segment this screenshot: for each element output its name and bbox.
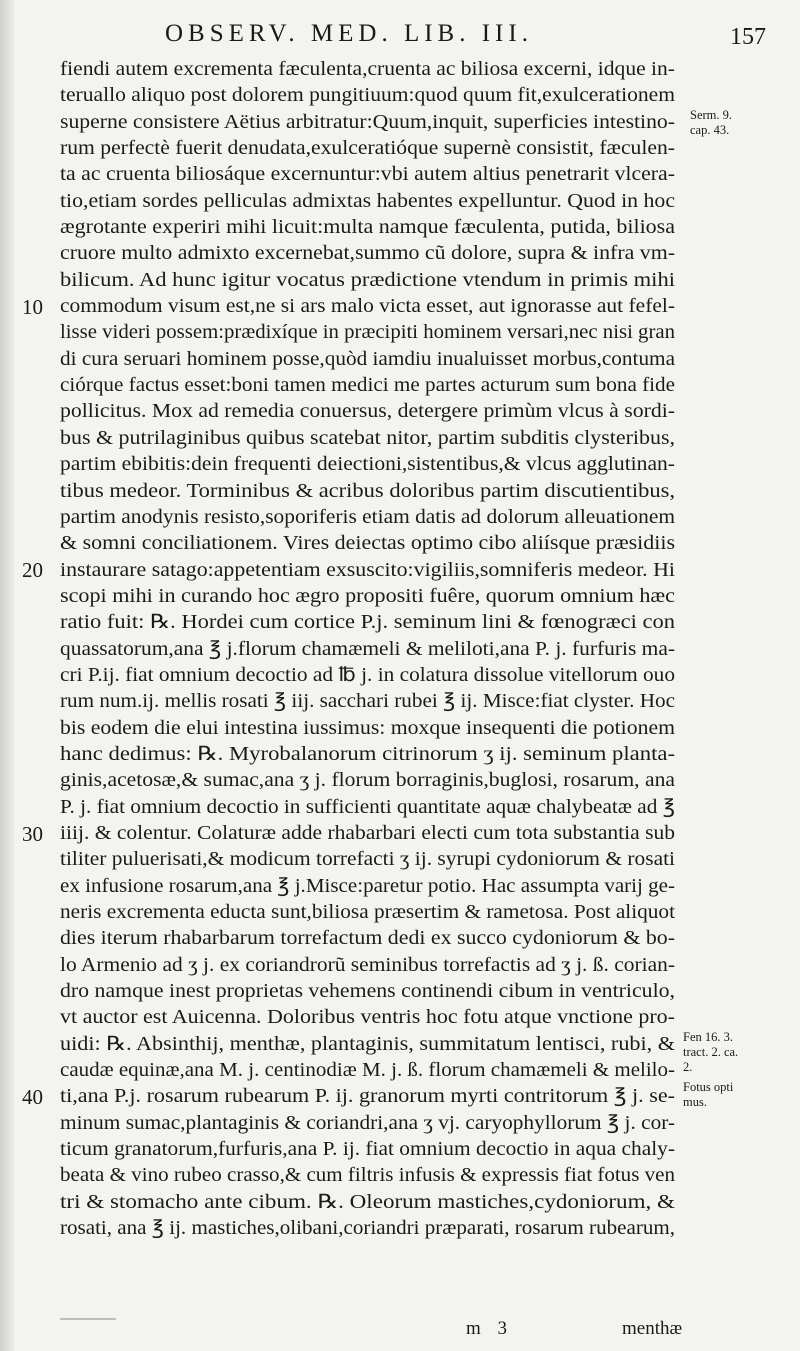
text-line [60,531,680,557]
text-line-content: instaurare satago:appetentiam exsuscito:vigiliis,somniferis medeor. Hi [60,559,675,581]
text-line-content: pollicitus. Mox ad remedia conuersus, detergere primùm vlcus à sordi- [60,401,675,423]
margin-note-line: 2. [683,1060,693,1074]
text-line-content: rum perfectè fuerit denudata,exulceratióque supernè consistit, fæculen- [60,138,675,160]
text-line [60,426,680,452]
text-line [60,241,680,267]
text-line-content: ginis,acetosæ,& sumac,ana ʒ j. florum borraginis,buglosi, rosarum, ana [60,770,675,792]
line-number: 30 [22,822,43,846]
text-line-content: ti,ana P.j. rosarum rubearum P. ij. granorum myrti contritorum ℥ j. se- [60,1086,675,1108]
page-number: 157 [730,24,766,50]
text-line-content: P. j. fiat omnium decoctio in sufficienti quantitate aquæ chalybeatæ ad ℥ [60,796,675,818]
text-line [60,479,680,505]
text-line-content: dro namque inest proprietas vehemens continendi cibum in ventriculo, [60,981,675,1003]
margin-note-fen [683,1030,738,1075]
text-line-content: rum num.ij. mellis rosati ℥ iij. sacchari rubei ℥ ij. Misce:fiat clyster. Hoc [60,691,675,713]
text-line-content: bilicum. Ad hunc igitur vocatus prædictione vtendum in primis mihi [60,269,675,291]
text-line-content: hanc dedimus: ℞. Myrobalanorum citrinorum ʒ ij. seminum planta- [60,743,675,765]
margin-note-fotus [683,1080,733,1110]
text-line [60,584,680,610]
text-line-content: rosati, ana ℥ ij. mastiches,olibani,coriandri præparati, rosarum rubearum, [60,1218,675,1240]
text-line [60,610,680,636]
text-line [60,1216,680,1242]
text-line-content: tiliter puluerisati,& modicum torrefacti ʒ ij. syrupi cydoniorum & rosati [60,849,675,871]
text-line [60,821,680,847]
text-line [60,136,680,162]
text-line [60,847,680,873]
text-line [60,162,680,188]
running-head-title: OBSERV. MED. LIB. III. [165,20,533,47]
text-line [60,320,680,346]
text-line [60,399,680,425]
text-line [60,716,680,742]
text-line-content: cri P.ij. fiat omnium decoctio ad ℔ j. in colatura dissolue vitellorum ouo [60,664,675,686]
text-line-content: ticum granatorum,furfuris,ana P. ij. fiat omnium decoctio in aqua chaly- [60,1139,675,1161]
text-line [60,689,680,715]
margin-note-line: tract. 2. ca. [683,1045,739,1059]
text-line [60,505,680,531]
catchword: menthæ [622,1318,683,1339]
page-footer [0,1318,800,1348]
text-line [60,57,680,83]
text-line-content: minum sumac,plantaginis & coriandri,ana ʒ vj. caryophyllorum ℥ j. cor- [60,1112,675,1134]
margin-note-line: mus. [683,1095,707,1109]
text-line-content: lo Armenio ad ʒ j. ex coriandrorũ seminibus torrefactis ad ʒ j. ß. corian- [60,954,675,976]
body-text [60,57,680,1242]
text-line [60,347,680,373]
text-line-content: ægrotante experiri mihi licuit:multa namque fæculenta, putida, biliosa [60,217,675,239]
margin-note-line: Serm. 9. [690,108,733,122]
text-line [60,1190,680,1216]
text-line [60,558,680,584]
text-line [60,768,680,794]
margin-note-line: Fotus opti [683,1080,734,1094]
text-line-content: partim ebibitis:dein frequenti deiectioni,sistentibus,& vlcus agglutinan- [60,454,675,476]
text-line-content: vt auctor est Auicenna. Doloribus ventris hoc fotu atque vnctione pro- [60,1007,675,1029]
text-line-content: bis eodem die elui intestina iussimus: moxque insequenti die potionem [60,717,675,739]
text-line-content: neris excrementa educta sunt,biliosa præsertim & rametosa. Post aliquot [60,902,675,923]
text-line-content: di cura seruari hominem posse,quòd iamdiu inualuisset morbus,contuma [60,348,675,370]
text-line-content: quassatorum,ana ℥ j.florum chamæmeli & meliloti,ana P. j. furfuris ma- [60,638,675,660]
text-line [60,900,680,926]
text-line-content: & somni conciliationem. Vires deiectas optimo cibo aliísque præsidiis [60,533,675,555]
text-line [60,663,680,689]
margin-note-line: Fen 16. 3. [683,1030,733,1044]
text-line-content: tio,etiam sordes pelliculas admixtas habentes expelluntur. Quod in hoc [60,190,675,212]
text-line-content: cruore multo admixto excernebat,summo cũ dolore, supra & infra vm- [60,243,675,265]
text-line-content: lisse videri possem:prædixíque in præcipiti hominem versari,nec nisi gran [60,322,675,344]
margin-note-serm [690,108,732,138]
text-line-content: uidi: ℞. Absinthij, menthæ, plantaginis, summitatum lentisci, rubi, & [60,1033,675,1055]
line-number: 20 [22,558,43,582]
text-line-content: ta ac cruenta biliosáque excernuntur:vbi autem altius penetrarit vlcera- [60,164,675,186]
text-line [60,1084,680,1110]
margin-note-line: cap. 43. [690,123,730,137]
text-line [60,373,680,399]
text-line-content: superne consistere Aëtius arbitratur:Quum,inquit, superficies intestino- [60,111,675,133]
text-line [60,637,680,663]
text-line [60,979,680,1005]
text-line-content: teruallo aliquo post dolorem pungitiuum:quod quum fit,exulcerationem [60,85,675,107]
text-line [60,1137,680,1163]
running-head [0,20,800,60]
line-number: 10 [22,295,43,319]
text-line [60,294,680,320]
text-line-content: ratio fuit: ℞. Hordei cum cortice P.j. seminum lini & fœnogræci con [60,612,675,634]
text-line [60,926,680,952]
text-line [60,1032,680,1058]
text-line-content: beata & vino rubeo crasso,& cum filtris infusis & expressis fiat fotus ven [60,1165,675,1187]
text-line [60,795,680,821]
text-line [60,215,680,241]
text-line-content: tibus medeor. Torminibus & acribus doloribus partim discutientibus, [60,480,675,502]
text-line [60,110,680,136]
text-line [60,268,680,294]
text-line-content: ciórque factus esset:boni tamen medici me partes acturum sum bona fide [60,375,675,397]
text-line-content: iiij. & colentur. Colaturæ adde rhabarbari electi cum tota substantia sub [60,822,675,844]
text-line-content: ex infusione rosarum,ana ℥ j.Misce:paretur potio. Hac assumpta varij ge- [60,875,675,897]
line-number: 40 [22,1085,43,1109]
text-line [60,742,680,768]
text-line [60,452,680,478]
text-line-content: scopi mihi in curando hoc ægro propositi fuêre, quorum omnium hæc [60,585,675,607]
text-line-content: partim anodynis resisto,soporiferis etiam datis ad dolorum alleuationem [60,506,675,528]
text-line [60,874,680,900]
signature-mark: m 3 [466,1318,514,1339]
text-line-content: tri & stomacho ante cibum. ℞. Oleorum mastiches,cydoniorum, & [60,1191,675,1213]
text-line [60,1111,680,1137]
text-line [60,1005,680,1031]
text-line-content: fiendi autem excrementa fæculenta,cruenta ac biliosa excerni, idque in- [60,59,675,80]
text-line-content: caudæ equinæ,ana M. j. centinodiæ M. j. ß. florum chamæmeli & melilo- [60,1060,675,1082]
text-line-content: bus & putrilaginibus quibus scatebat nitor, partim subditis clysteribus, [60,427,675,449]
text-line [60,1163,680,1189]
text-line [60,189,680,215]
text-line-content: commodum visum est,ne si ars malo victa esset, aut ignorasse aut fefel- [60,296,675,318]
text-line [60,953,680,979]
text-line-content: dies iterum rhabarbarum torrefactum dedi ex succo cydoniorum & bo- [60,928,675,950]
text-line [60,1058,680,1084]
text-line [60,83,680,109]
